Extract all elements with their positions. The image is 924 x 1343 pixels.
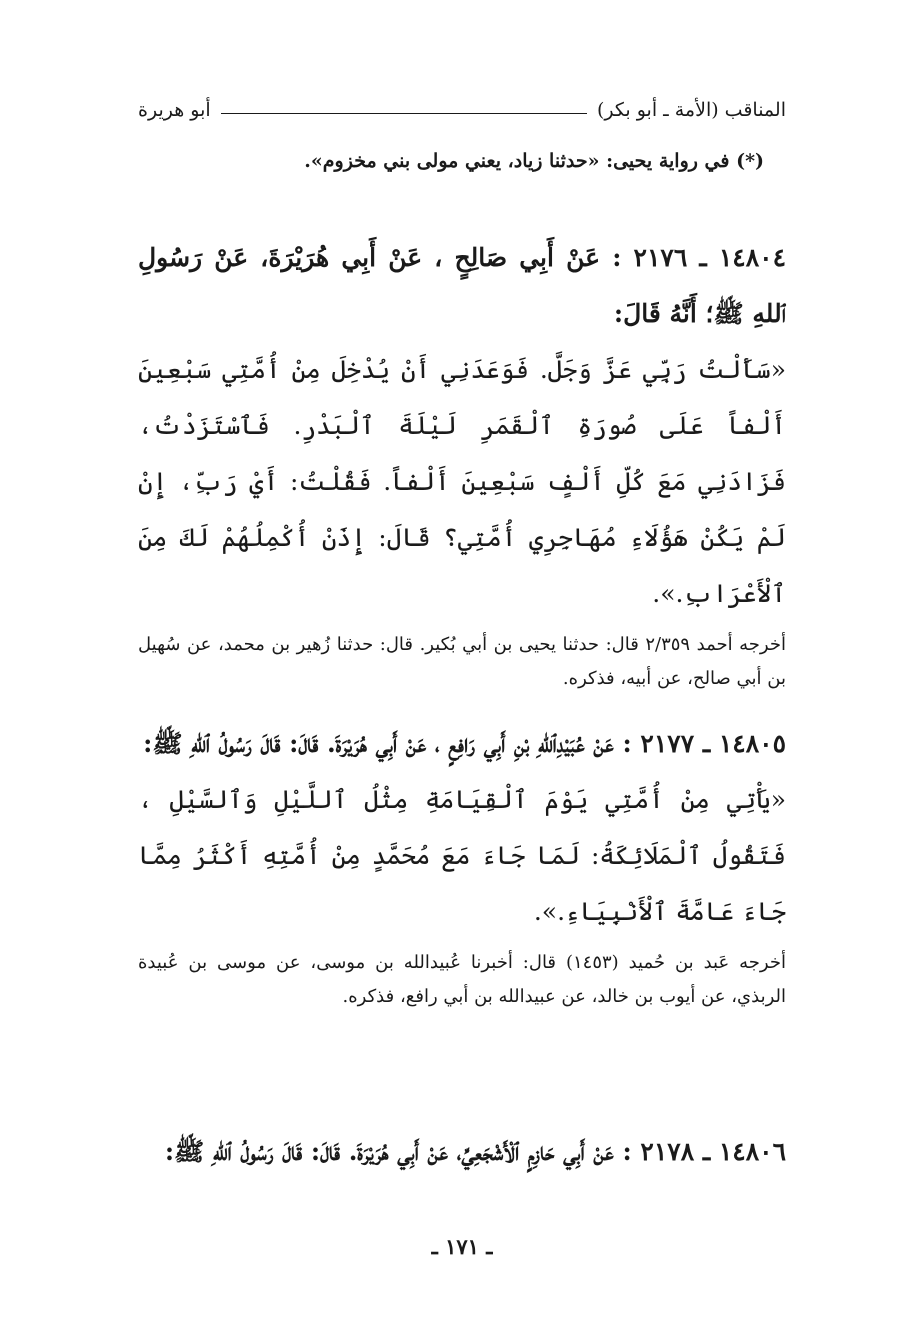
hadith-isnad <box>138 716 786 772</box>
hadith-text: «سَأَلْتُ رَبِّي عَزَّ وَجَلَّ. فَوَعَدَنِي أَنْ يُدْخِلَ مِنْ أُمَّتِي سَبْعِينَ أَلْفاً عَلَى صُورَةِ ٱلْقَمَرِ لَيْلَةَ ٱلْبَدْرِ. فَٱسْتَزَدْتُ، فَزَادَنِي مَعَ كُلِّ أَلْفٍ سَبْعِينَ أَلْفاً. فَقُلْتُ: أَيْ رَبِّ، إِنْ لَمْ يَكُنْ هَؤُلَاءِ مُهَاجِرِي أُمَّتِي؟ قَالَ: إِذَنْ أُكْمِلُهُمْ لَكَ مِنَ ٱلْأَعْرَابِ.». <box>138 355 786 608</box>
hadith-takhrij: أخرجه عَبد بن حُميد (١٤٥٣) قال: أخبرنا عُبيدالله بن موسى، عن موسى بن عُبيدة الربذي، عن أيوب بن خالد، عن عبيدالله بن أبي رافع، فذكره. <box>138 952 786 1007</box>
hadith-number: ١٤٨٠٦ ـ ٢١٧٨ : <box>622 1137 786 1166</box>
header-chapter-title: المناقب (الأمة ـ أبو بكر) <box>597 99 786 121</box>
footnote: (*) في رواية يحيى: «حدثنا زياد، يعني مولى بني مخزوم». <box>304 150 764 172</box>
hadith-entry-14804 <box>138 230 786 696</box>
hadith-entry-14806 <box>138 1124 786 1180</box>
hadith-chain: عَنْ أَبِي حَازِمٍ ٱلْأَشْجَعِيِّ، عَنْ أَبِي هُرَيْرَةَ. قَالَ: قَالَ رَسُولُ ٱللهِ ﷺ: <box>164 1137 614 1166</box>
hadith-text: «يَأْتِي مِنْ أُمَّتِي يَوْمَ ٱلْقِيَامَةِ مِثْلُ ٱللَّيْلِ وَٱلسَّيْلِ ، فَتَقُولُ ٱلْمَلَائِكَةُ: لَمَا جَاءَ مَعَ مُحَمَّدٍ مِنْ أُمَّتِهِ أَكْثَرُ مِمَّا جَاءَ عَامَّةَ ٱلْأَنْبِيَاءِ.». <box>138 785 786 926</box>
page-number: ـ ١٧١ ـ <box>431 1234 493 1259</box>
hadith-takhrij: أخرجه أحمد ٢/٣٥٩ قال: حدثنا يحيى بن أبي بُكير. قال: حدثنا زُهير بن محمد، عن سُهيل بن أبي صالح، عن أبيه، فذكره. <box>138 634 786 689</box>
hadith-isnad <box>138 230 786 342</box>
hadith-number: ١٤٨٠٥ ـ ٢١٧٧ : <box>622 729 786 758</box>
header-narrator-title: أبو هريرة <box>138 99 211 121</box>
hadith-entry-14805 <box>138 716 786 1014</box>
hadith-chain: عَنْ أَبِي صَالِحٍ ، عَنْ أَبِي هُرَيْرَةَ، عَنْ رَسُولِ ٱللهِ ﷺ؛ أَنَّهُ قَالَ: <box>138 243 786 328</box>
running-header <box>138 92 786 122</box>
hadith-isnad <box>138 1124 786 1180</box>
header-rule <box>221 113 587 114</box>
hadith-chain: عَنْ عُبَيْدِٱللهِ بْنِ أَبِي رَافِعٍ ، عَنْ أَبِي هُرَيْرَةَ. قَالَ: قَالَ رَسُولُ ٱللهِ ﷺ: <box>143 729 614 758</box>
hadith-number: ١٤٨٠٤ ـ ٢١٧٦ : <box>612 243 786 272</box>
